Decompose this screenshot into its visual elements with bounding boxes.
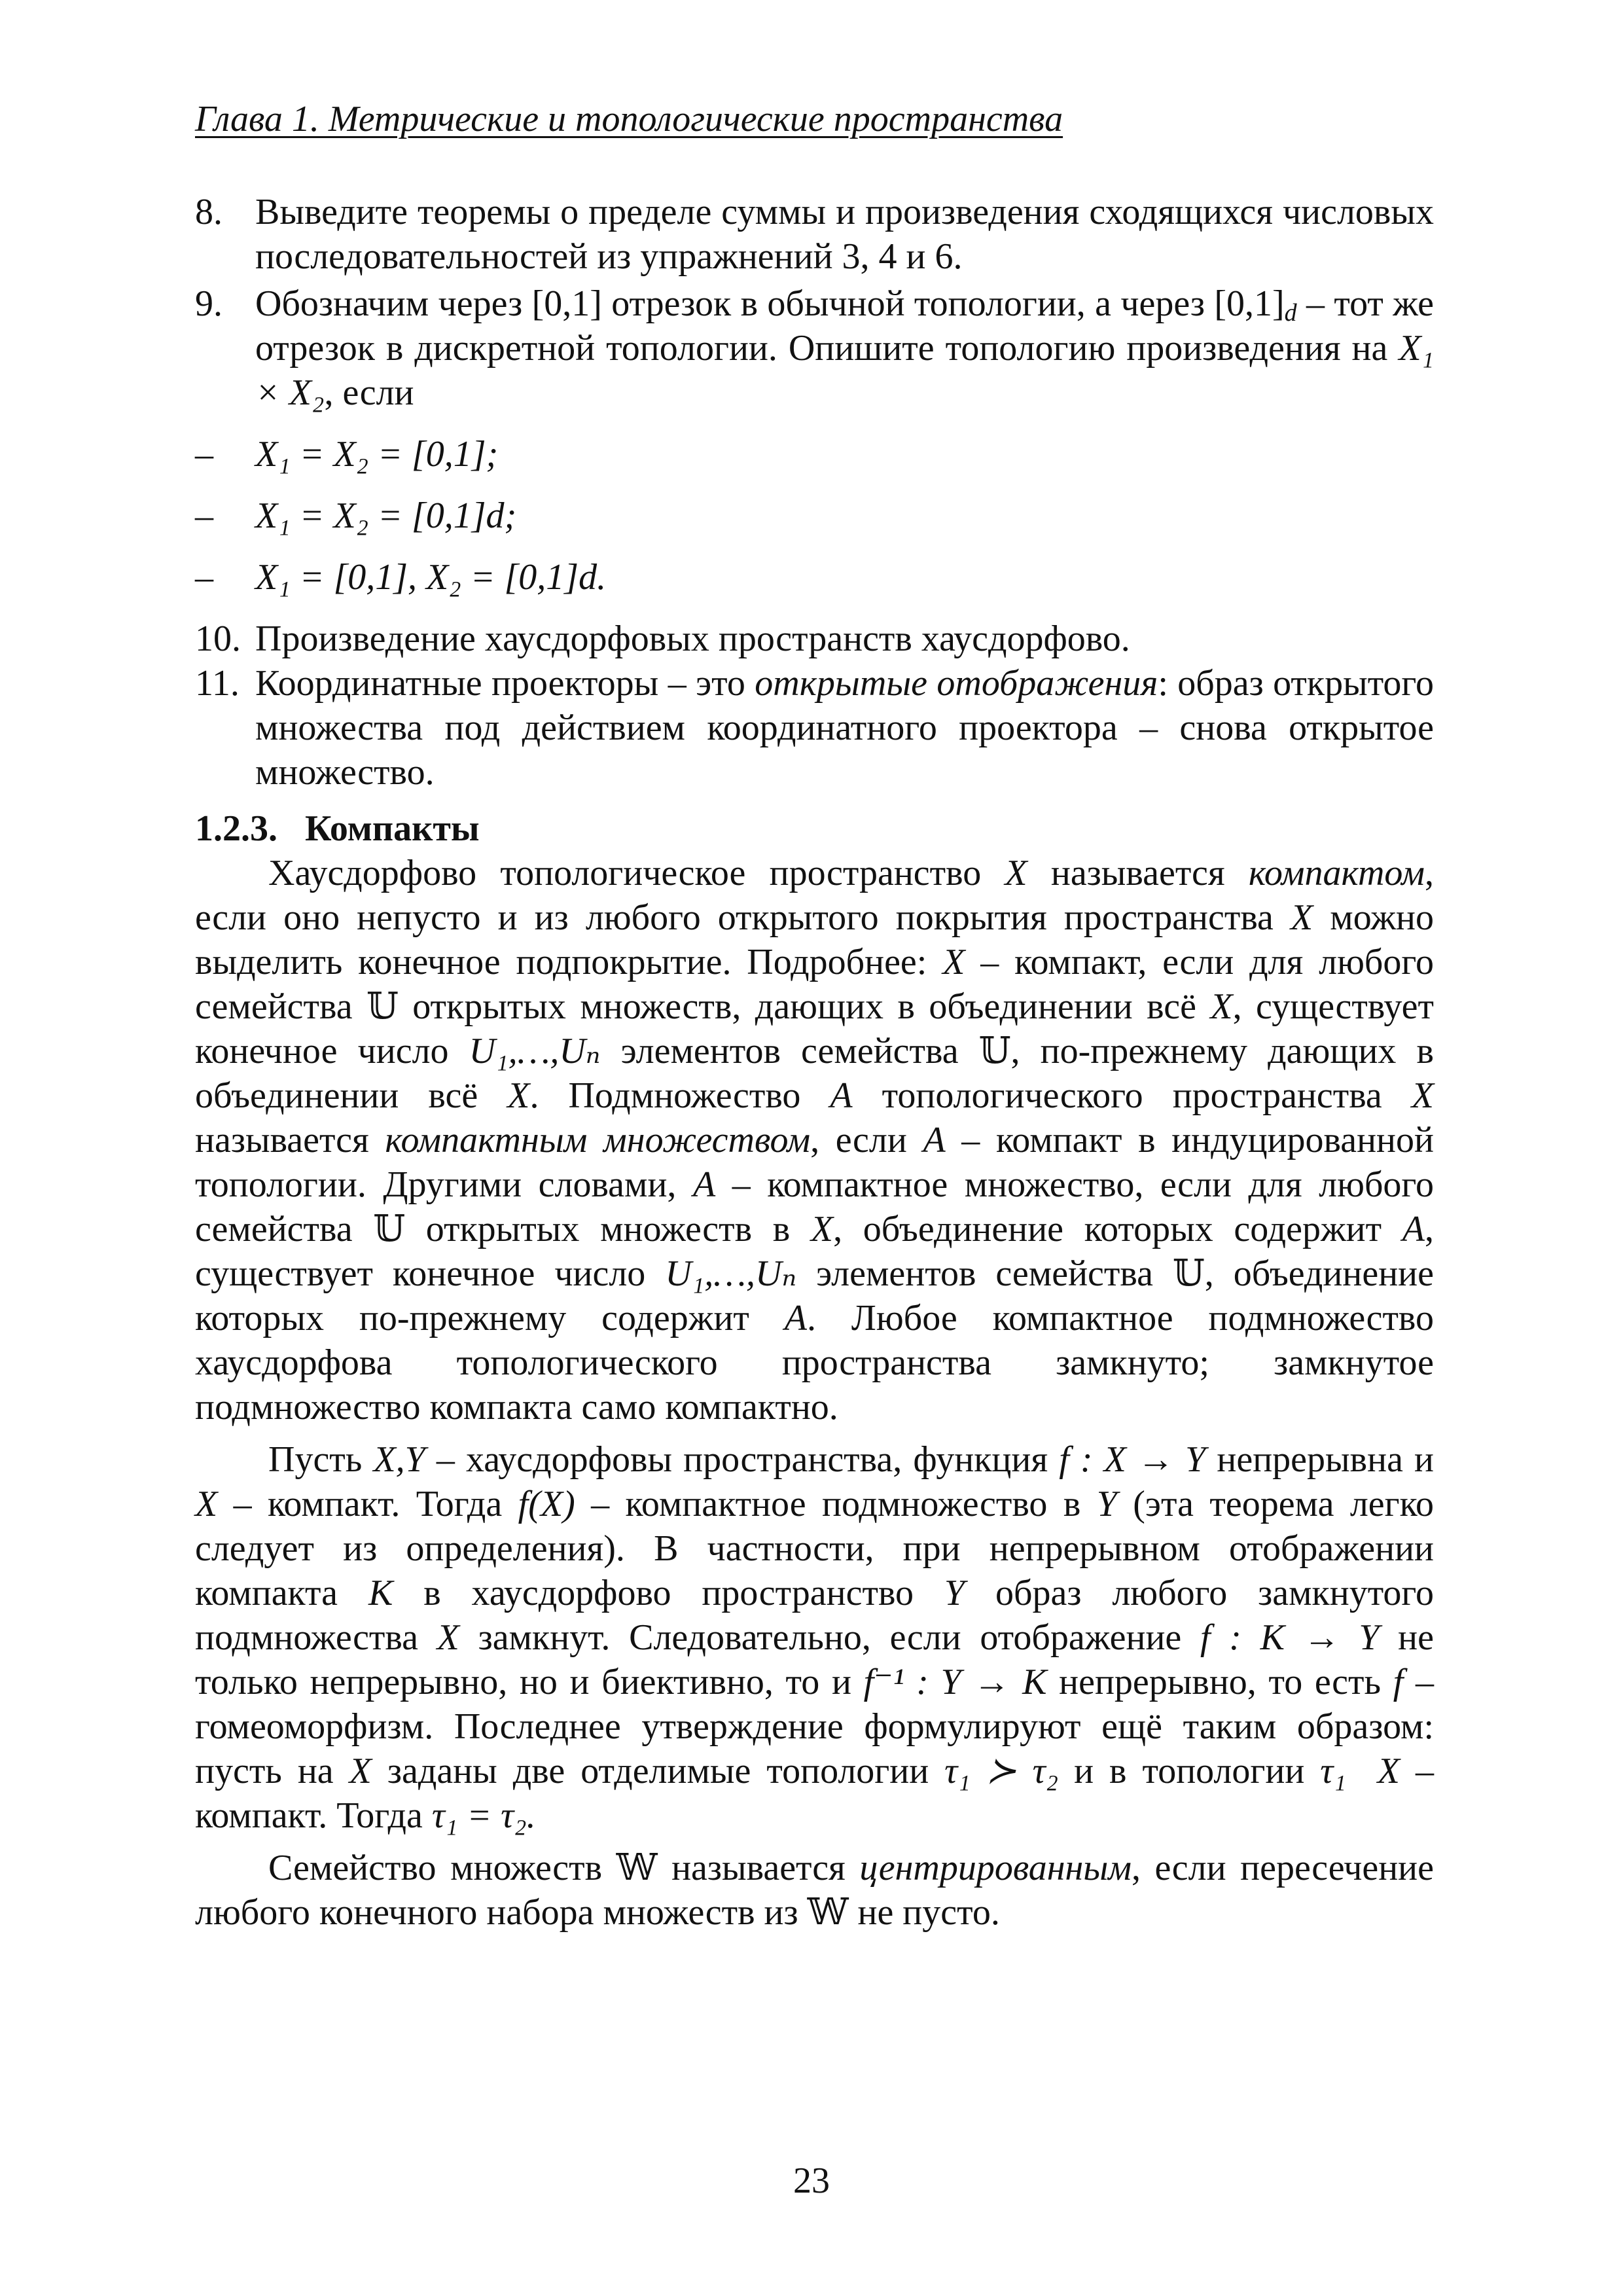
text-run: называется	[195, 1120, 385, 1160]
math-var: Y	[1096, 1484, 1117, 1524]
text-run: – компакт, если для любого семейства 𝕌 открытых множеств, дающих в объединении всё	[195, 942, 1434, 1027]
text-run: можно выделить конечное подпокрытие. Подробнее:	[195, 897, 1434, 982]
math-var: K	[368, 1573, 393, 1613]
exercise-8	[195, 190, 1434, 279]
text-run: непрерывна и	[1205, 1439, 1435, 1480]
text-run: заданы две отделимые топологии	[371, 1751, 945, 1791]
math-expr: τ₁ ≻ τ₂	[944, 1751, 1059, 1791]
text-run: , существует конечное число	[195, 1209, 1434, 1294]
text-run: непрерывно, то есть	[1046, 1662, 1393, 1702]
exercise-text: Выведите теоремы о пределе суммы и произведения сходящихся числовых последовательностей из упражнений 3, 4 и 6.	[255, 192, 1434, 277]
exercise-text-intro: Обозначим через [0,1] отрезок в обычной топологии, а через [0,1]	[255, 283, 1285, 324]
text-run: топологического пространства	[852, 1075, 1412, 1116]
exercise-text: Координатные проекторы – это	[255, 663, 755, 704]
text-run: называется	[1027, 853, 1249, 893]
text-run: Семейство множеств 𝕎 называется	[268, 1848, 860, 1888]
paragraph-compact-image	[195, 1437, 1434, 1838]
text-run: , объединение которых содержит	[833, 1209, 1402, 1249]
math-expr: U₁,…,Uₙ	[469, 1031, 601, 1071]
case-1	[195, 432, 1434, 476]
product-expression: X₁ × X₂	[255, 328, 1434, 413]
exercise-text: : образ открытого множества под действием координатного проектора – снова открытое множество.	[255, 663, 1434, 793]
text-run: , если	[810, 1120, 923, 1160]
math-var: X	[1210, 986, 1233, 1027]
math-var: X	[195, 1484, 218, 1524]
text-run: . Любое компактное подмножество хаусдорфова топологического пространства замкнуто; замкнутое подмножество компакта само компактно.	[195, 1298, 1434, 1427]
section-heading	[195, 806, 1434, 851]
dash-bullet: –	[195, 495, 213, 536]
running-header: Глава 1. Метрические и топологические пространства	[195, 99, 1063, 139]
dash-bullet: –	[195, 434, 213, 475]
exercise-number: 8.	[195, 192, 223, 232]
math-expr: X,Y	[373, 1439, 425, 1480]
section-title: Компакты	[305, 808, 480, 849]
math-expr: f : K → Y	[1200, 1617, 1380, 1658]
text-run: – компакт. Тогда	[195, 1751, 1434, 1836]
case-formula: X₁ = [0,1], X₂ = [0,1]d.	[255, 557, 607, 598]
math-var: X	[1290, 897, 1313, 938]
discrete-subscript: d	[1284, 299, 1297, 327]
page-number: 23	[793, 2161, 830, 2201]
exercise-number: 9.	[195, 283, 223, 324]
text-run: Хаусдорфово топологическое пространство	[268, 853, 1005, 893]
exercise-text: Произведение хаусдорфовых пространств хаусдорфово.	[255, 619, 1130, 659]
math-var: Y	[944, 1573, 965, 1613]
case-formula: X₁ = X₂ = [0,1];	[255, 434, 499, 475]
exercise-10	[195, 617, 1434, 661]
text-run: – гомеоморфизм. Последнее утверждение формулируют ещё таким образом: пусть на	[195, 1662, 1434, 1791]
text-run: – хаусдорфовы пространства, функция	[425, 1439, 1060, 1480]
math-var: X	[507, 1075, 530, 1116]
math-var: X	[437, 1617, 459, 1658]
math-expr: τ₁	[1320, 1751, 1346, 1791]
math-var: X	[1377, 1751, 1400, 1791]
case-formula: X₁ = X₂ = [0,1]d;	[255, 495, 517, 536]
section-number: 1.2.3.	[195, 808, 277, 849]
math-var: X	[1005, 853, 1027, 893]
exercise-9	[195, 281, 1434, 415]
text-run: Пусть	[268, 1439, 374, 1480]
term-centered: центрированным	[859, 1848, 1132, 1888]
dash-bullet: –	[195, 557, 213, 598]
math-expr: f⁻¹ : Y → K	[863, 1662, 1047, 1702]
math-var: A	[692, 1164, 716, 1205]
paragraph-compact-definition	[195, 851, 1434, 1429]
text-run: – компакт в индуцированной топологии. Другими словами,	[195, 1120, 1434, 1205]
text-run: , если пересечение любого конечного набора множеств из 𝕎 не пусто.	[195, 1848, 1435, 1933]
page-content	[195, 190, 1434, 1935]
math-expr: f : X → Y	[1059, 1439, 1206, 1480]
text-run: в хаусдорфово пространство	[393, 1573, 944, 1613]
text-run: – компактное подмножество в	[575, 1484, 1097, 1524]
text-run: не только непрерывно, но и биективно, то и	[195, 1617, 1435, 1702]
math-var: A	[784, 1298, 807, 1338]
text-run: образ любого замкнутого подмножества	[195, 1573, 1434, 1658]
text-run: элементов семейства 𝕌, объединение которых по-прежнему содержит	[195, 1253, 1435, 1338]
math-var: A	[923, 1120, 946, 1160]
term-open-maps: открытые отображения	[755, 663, 1158, 704]
case-3	[195, 555, 1434, 600]
math-var: A	[830, 1075, 853, 1116]
text-run: . Подмножество	[529, 1075, 830, 1116]
math-var: X	[1411, 1075, 1435, 1116]
math-expr: τ₁ = τ₂.	[431, 1795, 536, 1836]
exercise-number: 10.	[195, 619, 241, 659]
text-run: замкнут. Следовательно, если отображение	[459, 1617, 1200, 1658]
exercise-11	[195, 661, 1434, 795]
math-var: X	[942, 942, 965, 982]
text-run: (эта теорема легко следует из определения). В частности, при непрерывном отображении компакта	[195, 1484, 1434, 1613]
math-expr: f(X)	[518, 1484, 575, 1524]
math-var: X	[810, 1209, 834, 1249]
exercise-text-end: , если	[324, 372, 414, 413]
math-var: A	[1402, 1209, 1425, 1249]
text-run: , если оно непусто и из любого открытого покрытия пространства	[195, 853, 1434, 938]
math-var: X	[349, 1751, 372, 1791]
paragraph-centered-family	[195, 1846, 1434, 1935]
text-run: – компактное множество, если для любого семейства 𝕌 открытых множеств в	[195, 1164, 1435, 1249]
text-run: и в топологии	[1058, 1751, 1321, 1791]
exercise-text-rest: – тот же отрезок в дискретной топологии. Опишите топологию произведения на	[255, 283, 1434, 368]
text-run: – компакт. Тогда	[217, 1484, 518, 1524]
math-var: f	[1393, 1662, 1404, 1702]
exercise-number: 11.	[195, 663, 240, 704]
text-run: элементов семейства 𝕌, по-прежнему дающих в объединении всё	[195, 1031, 1434, 1116]
math-expr: U₁,…,Uₙ	[665, 1253, 797, 1294]
text-run: , существует конечное число	[195, 986, 1434, 1071]
term-compact-set: компактным множеством	[385, 1120, 811, 1160]
term-compact: компактом	[1248, 853, 1425, 893]
case-2	[195, 493, 1434, 538]
